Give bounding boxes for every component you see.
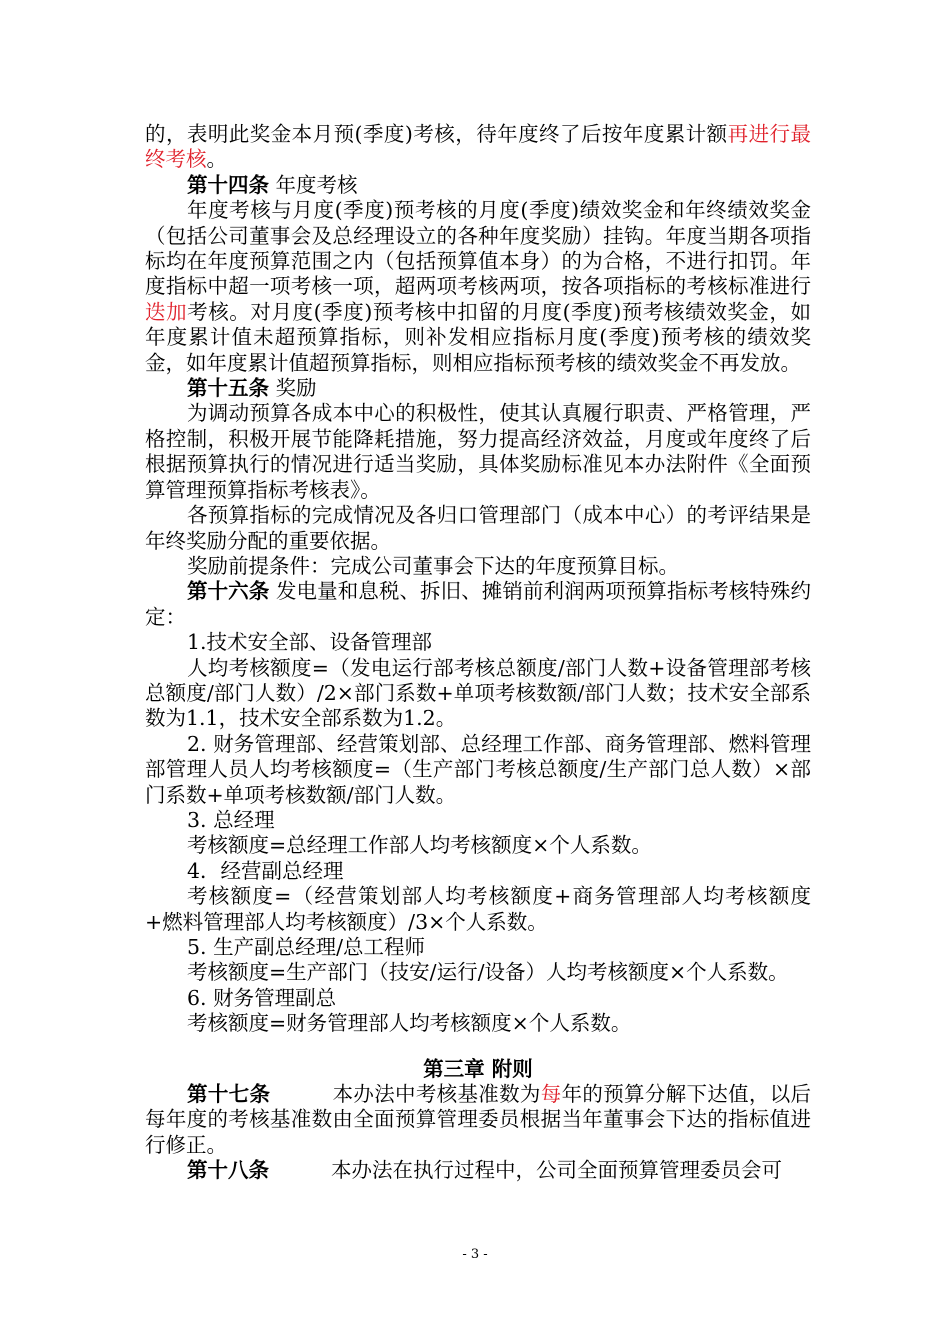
paragraph-continued bbox=[145, 122, 811, 173]
item-1-title: 1.技术安全部、设备管理部 bbox=[187, 630, 433, 655]
item-5-text: 考核额度=生产部门（技安/运行/设备）人均考核额度×个人系数。 bbox=[187, 960, 789, 985]
article-title: 奖励 bbox=[275, 376, 317, 401]
item-4-text: 考核额度=（经营策划部人均考核额度+商务管理部人均考核额度+燃料管理部人均考核额度）/3×个人系数。 bbox=[145, 884, 811, 934]
item-5-title: 5. 生产副总经理/总工程师 bbox=[187, 935, 425, 959]
highlighted-text: 每 bbox=[540, 1082, 562, 1107]
item-6-title: 6. 财务管理副总 bbox=[187, 985, 337, 1010]
item-6-text: 考核额度=财务管理部人均考核额度×个人系数。 bbox=[187, 1011, 632, 1036]
document-page bbox=[145, 122, 811, 1184]
chapter-heading: 第三章 附则 bbox=[423, 1056, 533, 1081]
article-16-heading bbox=[145, 579, 811, 630]
article-number: 第十六条 bbox=[187, 579, 270, 604]
text-run: 年的预算分解下达值，以后每年度的考核基准数由全面预算管理委员根据当年董事会下达的指标值进行修正。 bbox=[145, 1082, 812, 1157]
highlighted-text: 再进行最终考核 bbox=[145, 122, 811, 172]
page-number: - 3 - bbox=[462, 1247, 488, 1262]
article-18-paragraph bbox=[145, 1158, 811, 1183]
text-run: 本办法在执行过程中，公司全面预算管理委员会可 bbox=[331, 1158, 782, 1183]
text-run: 。 bbox=[206, 147, 227, 172]
article-17-paragraph bbox=[145, 1082, 811, 1158]
article-text: 发电量和息税、拆旧、摊销前利润两项预算指标考核特殊约定： bbox=[145, 579, 812, 629]
text-run: 考核。对月度(季度)预考核中扣留的月度(季度)预考核绩效奖金，如年度累计值未超预算指标，则补发相应指标月度(季度)预考核的绩效奖金，如年度累计值超预算指标，则相应指标预考核的绩效奖金不再发放。 bbox=[145, 299, 811, 375]
item-3-title: 3. 总经理 bbox=[187, 807, 275, 832]
article-15-paragraph-3: 奖励前提条件：完成公司董事会下达的年度预算目标。 bbox=[187, 553, 679, 578]
article-number: 第十八条 bbox=[187, 1158, 269, 1183]
article-number: 第十五条 bbox=[187, 376, 269, 401]
item-4-title: 4．经营副总经理 bbox=[187, 858, 344, 883]
article-number: 第十七条 bbox=[187, 1082, 271, 1107]
article-15-paragraph-1: 为调动预算各成本中心的积极性，使其认真履行职责、严格管理，严格控制，积极开展节能降耗措施，努力提高经济效益，月度或年度终了后根据预算执行的情况进行适当奖励，具体奖励标准见本办法附件《全面预算管理预算指标考核表》。 bbox=[145, 401, 811, 502]
highlighted-text: 迭加 bbox=[145, 299, 188, 324]
item-3-text: 考核额度=总经理工作部人均考核额度×个人系数。 bbox=[187, 833, 652, 858]
text-run: 的，表明此奖金本月预(季度)考核，待年度终了后按年度累计额 bbox=[145, 122, 728, 146]
item-1-text: 人均考核额度=（发电运行部考核总额度/部门人数+设备管理部考核总额度/部门人数）/2×部门系数+单项考核数额/部门人数；技术安全部系数为1.1，技术安全部系数为1.2。 bbox=[145, 655, 811, 731]
article-title: 年度考核 bbox=[275, 172, 358, 197]
article-14-paragraph bbox=[145, 198, 811, 376]
article-number: 第十四条 bbox=[187, 172, 269, 197]
text-run: 本办法中考核基准数为 bbox=[332, 1082, 541, 1107]
item-2-text: 2. 财务管理部、经营策划部、总经理工作部、商务管理部、燃料管理部管理人员人均考核额度=（生产部门考核总额度/生产部门总人数）×部门系数+单项考核数额/部门人数。 bbox=[145, 731, 811, 807]
article-15-heading bbox=[145, 376, 811, 401]
text-run: 年度考核与月度(季度)预考核的月度(季度)绩效奖金和年终绩效奖金（包括公司董事会及总经理设立的各种年度奖励）挂钩。年度当期各项指标均在年度预算范围之内（包括预算值本身）的为合格，不进行扣罚。年度指标中超一项考核一项，超两项考核两项，按各项指标的考核标准进行 bbox=[145, 198, 811, 299]
article-14-heading bbox=[145, 173, 811, 198]
article-15-paragraph-2: 各预算指标的完成情况及各归口管理部门（成本中心）的考评结果是年终奖励分配的重要依据。 bbox=[145, 503, 811, 553]
